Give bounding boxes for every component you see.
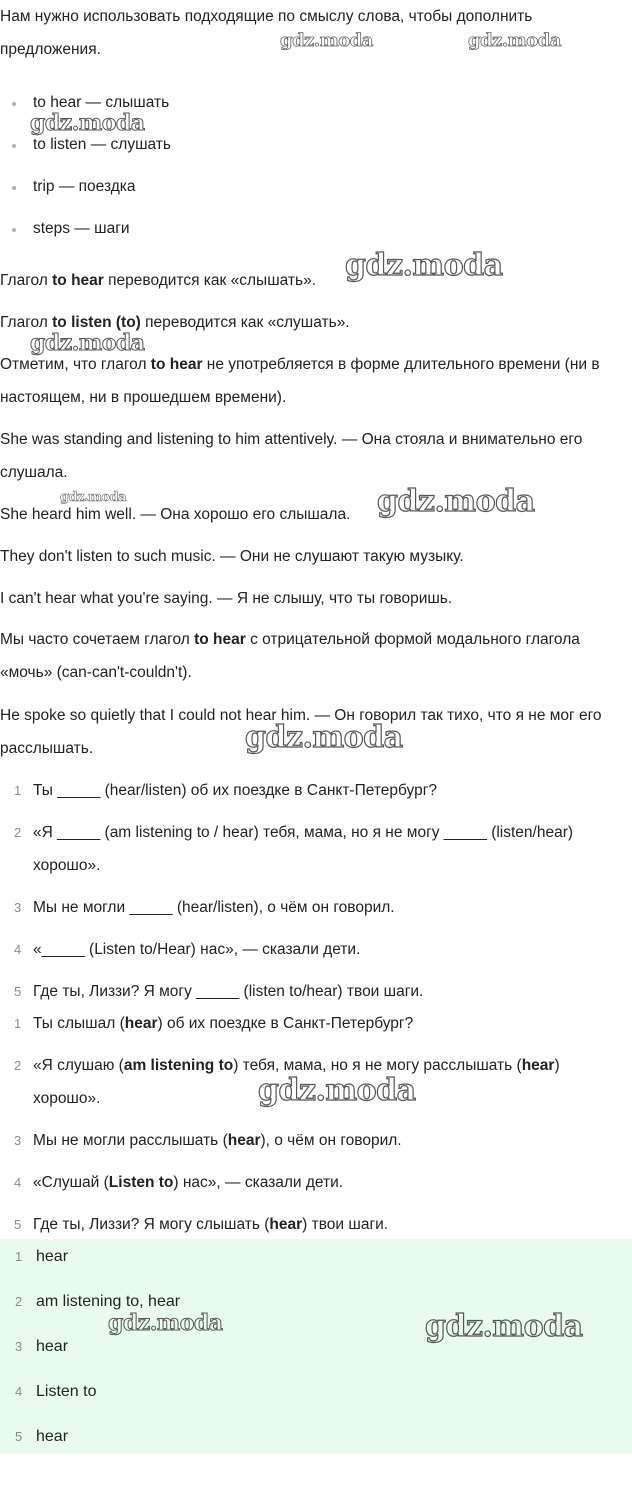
example-1: She was standing and listening to him attentively. — Она стояла и внимательно его слушала. [0, 431, 583, 481]
example-4: I can't hear what you're saying. — Я не слышу, что ты говоришь. [0, 590, 453, 607]
watermark: gdz.moda [425, 1309, 583, 1344]
watermark: gdz.moda [345, 248, 503, 283]
answer-item: 2 am listening to, hear [15, 1293, 181, 1310]
watermark: gdz.moda [377, 484, 535, 519]
watermark: gdz.moda [30, 330, 145, 356]
example-5: He spoke so quietly that I could not hear him. — Он говорил так тихо, что я не мог его расслышать. [0, 707, 602, 757]
bullet-dot-icon [12, 102, 16, 106]
explain-listen: Глагол to listen (to) переводится как «слушать». [0, 314, 350, 331]
watermark: gdz.moda [30, 110, 145, 136]
bullet-dot-icon [12, 228, 16, 232]
watermark: gdz.moda [258, 1073, 416, 1108]
bullet-dot-icon [12, 144, 16, 148]
answer-item: 5 hear [15, 1428, 69, 1445]
answer-item: 4 Listen to [15, 1383, 97, 1400]
bullet-dot-icon [12, 186, 16, 190]
answer-item: 1 hear [15, 1248, 69, 1265]
watermark: gdz.moda [60, 490, 127, 505]
example-2: She heard him well. — Она хорошо его слышала. [0, 506, 351, 523]
intro-text: Нам нужно использовать подходящие по смыслу слова, чтобы дополнить предложения. [0, 8, 533, 58]
explain-note: Отметим, что глагол to hear не употребляется в форме длительного времени (ни в настоящем, ни в прошедшем времени). [0, 356, 600, 406]
watermark: gdz.moda [280, 30, 373, 51]
explain-modal: Мы часто сочетаем глагол to hear с отрицательной формой модального глагола «мочь» (can-can't-couldn't). [0, 631, 580, 681]
watermark: gdz.moda [245, 720, 403, 755]
answer-item: 3 hear [15, 1338, 69, 1355]
watermark: gdz.moda [468, 30, 561, 51]
explain-hear: Глагол to hear переводится как «слышать». [0, 272, 317, 289]
example-3: They don't listen to such music. — Они не слушают такую музыку. [0, 548, 464, 565]
answers-box [0, 1239, 632, 1454]
watermark: gdz.moda [108, 1310, 223, 1336]
